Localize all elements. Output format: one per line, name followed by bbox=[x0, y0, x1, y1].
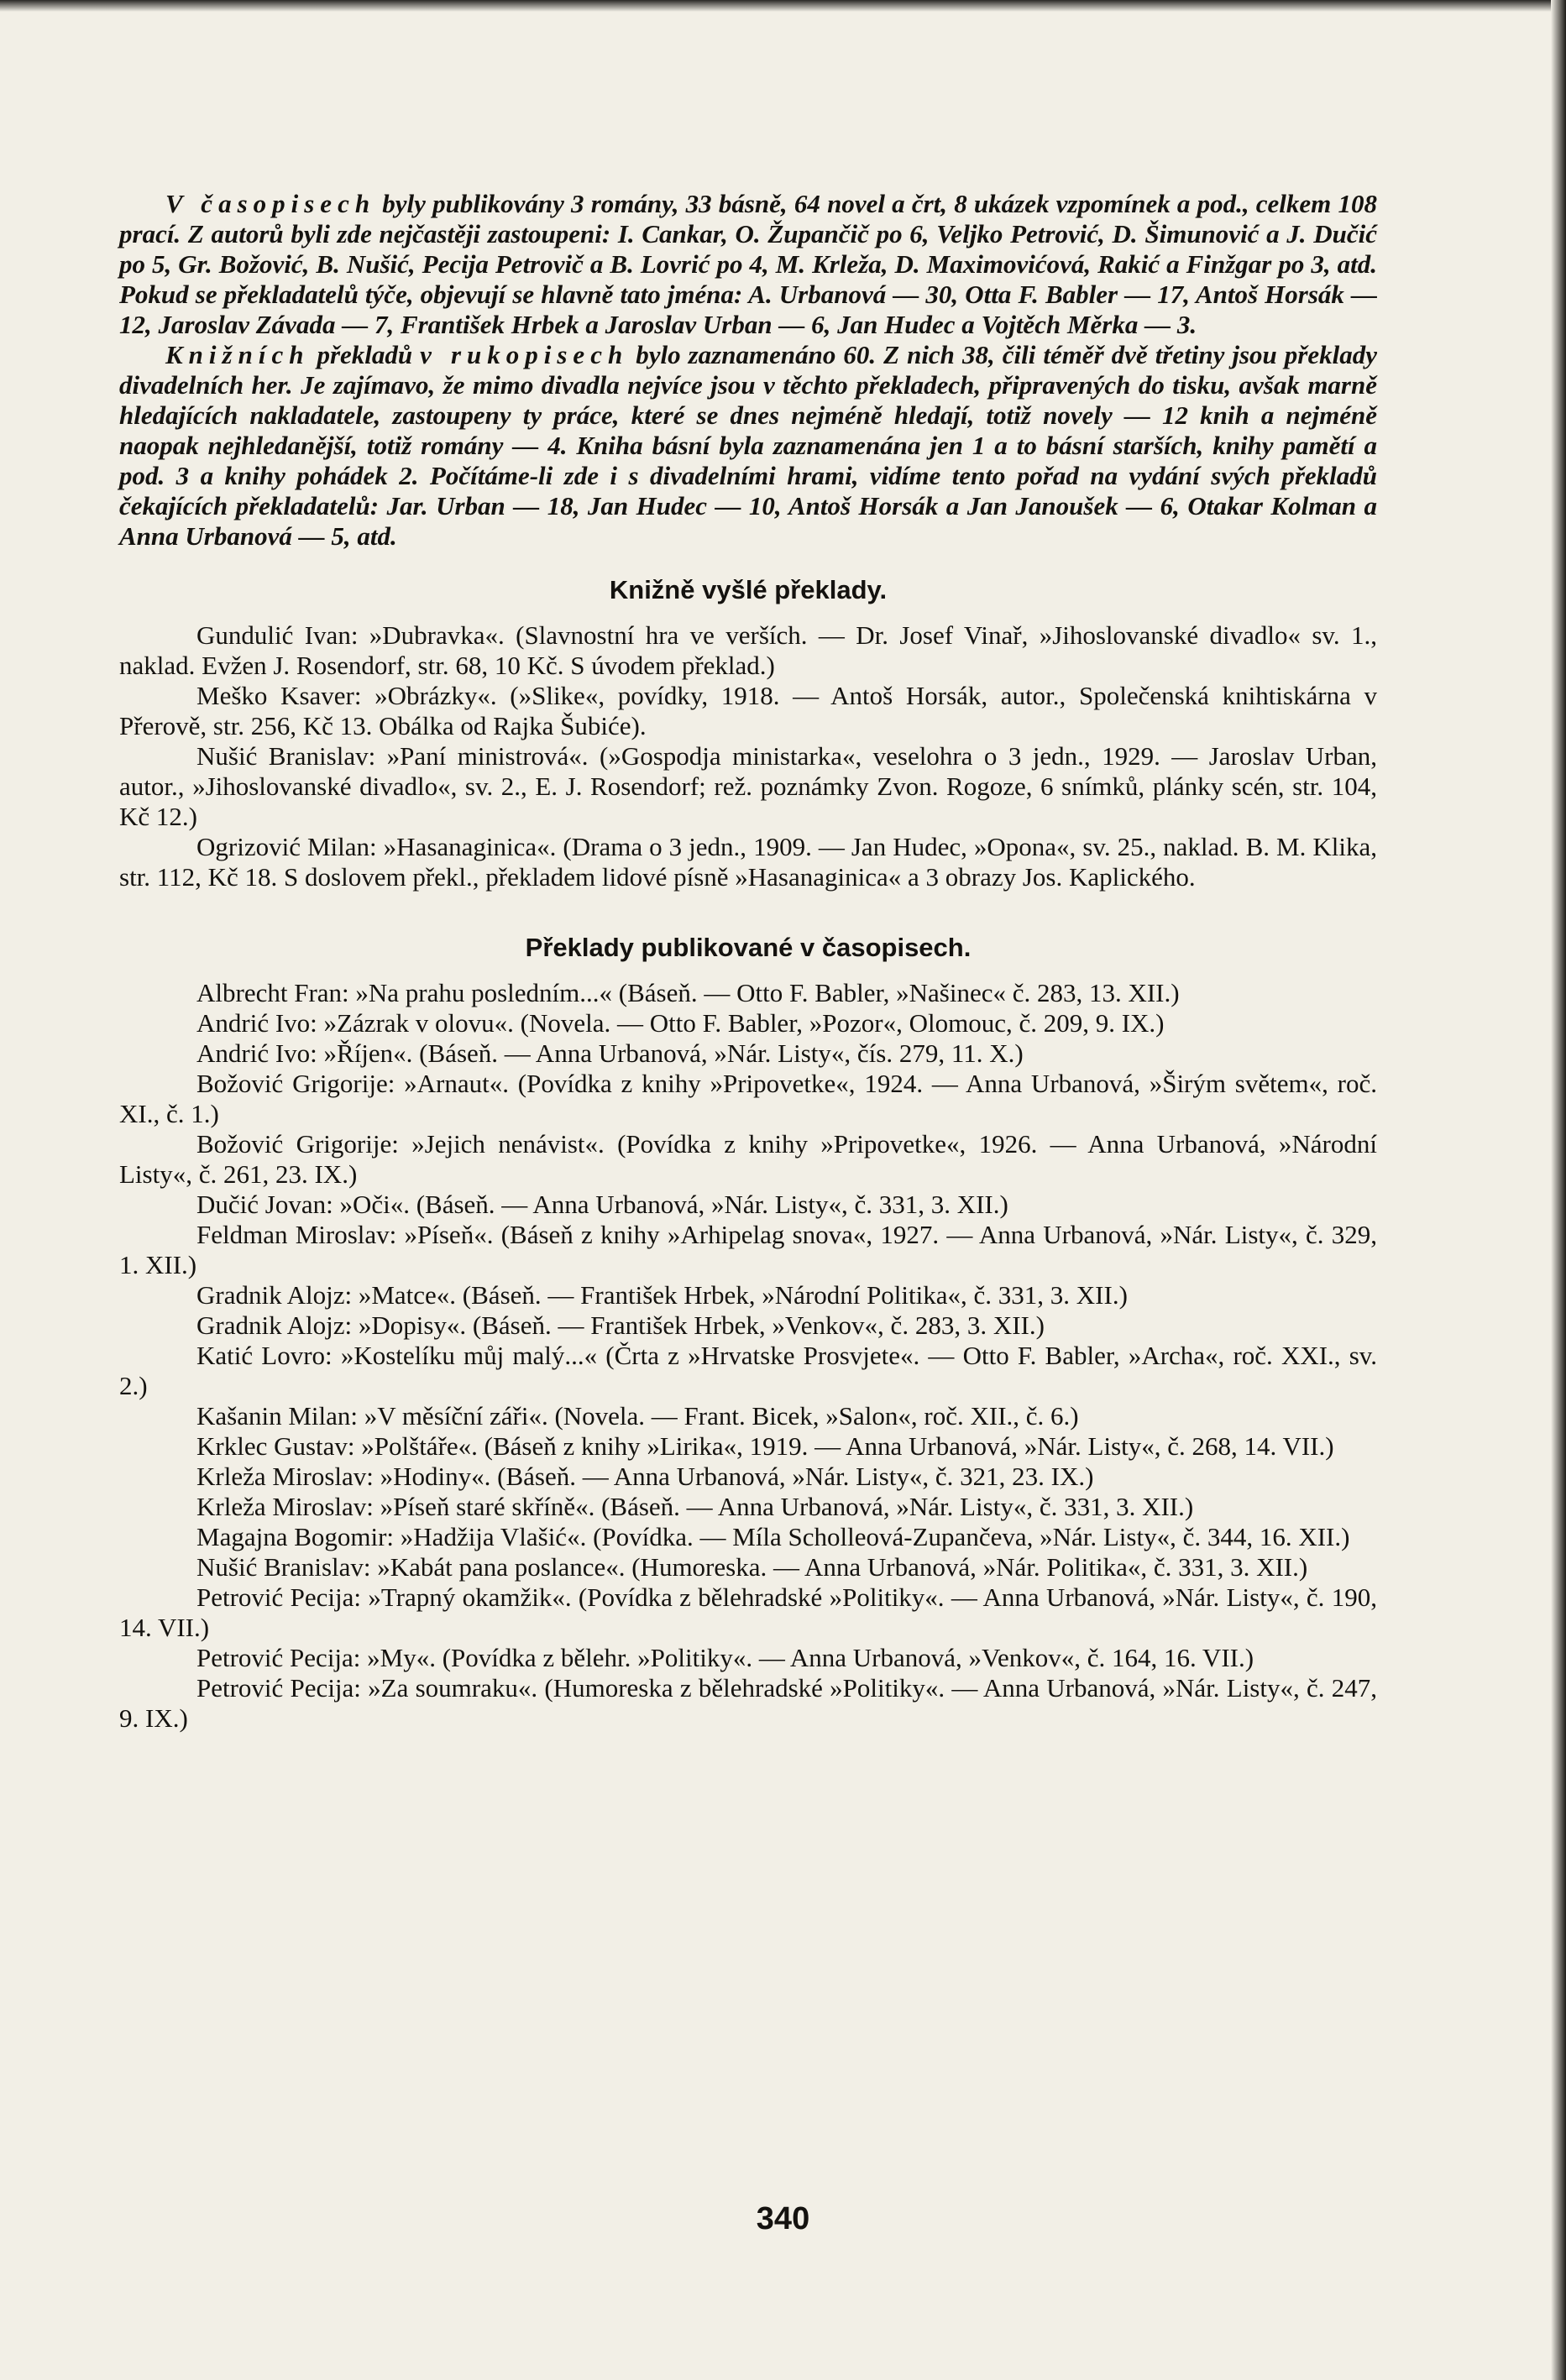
list-item: Meško Ksaver: »Obrázky«. (»Slike«, povídky, 1918. — Antoš Horsák, autor., Společenská knihtiskárna v Přerově, str. 256, Kč 13. Obálka od Rajka Šubiće). bbox=[119, 681, 1377, 740]
list-item: Dučić Jovan: »Oči«. (Báseň. — Anna Urbanová, »Nár. Listy«, č. 331, 3. XII.) bbox=[196, 1190, 1008, 1219]
list-item: Krleža Miroslav: »Píseň staré skříně«. (Báseň. — Anna Urbanová, »Nár. Listy«, č. 331, 3. XII.) bbox=[196, 1492, 1194, 1521]
list-item: Ogrizović Milan: »Hasanaginica«. (Drama o 3 jedn., 1909. — Jan Hudec, »Opona«, sv. 25., naklad. B. M. Klika, str. 112, Kč 18. S doslovem překl., překladem lidové písně »Hasanaginica« a 3 obrazy Jos. Kaplického. bbox=[119, 832, 1377, 892]
list-item: Andrić Ivo: »Zázrak v olovu«. (Novela. — Otto F. Babler, »Pozor«, Olomouc, č. 209, 9. IX.) bbox=[196, 1008, 1165, 1038]
intro-paragraph-1 bbox=[119, 189, 1377, 340]
intro-block bbox=[119, 189, 1377, 552]
list-item: Nušić Branislav: »Paní ministrová«. (»Gospodja ministarka«, veselohra o 3 jedn., 1929. — Jaroslav Urban, autor., »Jihoslovanské divadlo«, sv. 2., E. J. Rosendorf; rež. poznámky Zvon. Rogoze, 6 snímků, plánky scén, str. 104, Kč 12.) bbox=[119, 741, 1377, 831]
manuscripts-mid: překladů bbox=[309, 340, 421, 369]
list-item: Magajna Bogomir: »Hadžija Vlašić«. (Povídka. — Míla Scholleová-Zupančeva, »Nár. Listy«, č. 344, 16. XII.) bbox=[196, 1522, 1350, 1551]
list-item: Andrić Ivo: »Říjen«. (Báseň. — Anna Urbanová, »Nár. Listy«, čís. 279, 11. X.) bbox=[196, 1038, 1024, 1068]
manuscripts-lead-2: v rukopisech bbox=[420, 340, 629, 369]
section-heading-journal-translations: Překlady publikované v časopisech. bbox=[525, 933, 972, 962]
list-item: Božović Grigorije: »Arnaut«. (Povídka z knihy »Pripovetke«, 1924. — Anna Urbanová, »Širým světem«, roč. XI., č. 1.) bbox=[119, 1069, 1377, 1128]
list-item: Petrović Pecija: »Za soumraku«. (Humoreska z bělehradské »Politiky«. — Anna Urbanová, »Nár. Listy«, č. 247, 9. IX.) bbox=[119, 1673, 1377, 1733]
list-item: Petrović Pecija: »My«. (Povídka z bělehr. »Politiky«. — Anna Urbanová, »Venkov«, č. 164, 16. VII.) bbox=[196, 1643, 1254, 1672]
page-number: 340 bbox=[756, 2201, 810, 2236]
list-item: Kašanin Milan: »V měsíční záři«. (Novela. — Frant. Bicek, »Salon«, roč. XII., č. 6.) bbox=[196, 1401, 1079, 1431]
list-item: Petrović Pecija: »Trapný okamžik«. (Povídka z bělehradské »Politiky«. — Anna Urbanová, »Nár. Listy«, č. 190, 14. VII.) bbox=[119, 1582, 1377, 1642]
section-heading-book-translations: Knižně vyšlé překlady. bbox=[609, 575, 888, 604]
list-item: Gundulić Ivan: »Dubravka«. (Slavnostní hra ve verších. — Dr. Josef Vinař, »Jihoslovanské divadlo« sv. 1., naklad. Evžen J. Rosendorf, str. 68, 10 Kč. S úvodem překlad.) bbox=[119, 620, 1377, 680]
book-translations-list bbox=[119, 620, 1377, 892]
page-content bbox=[119, 189, 1377, 1734]
intro-paragraph-2 bbox=[119, 340, 1377, 552]
list-item: Albrecht Fran: »Na prahu posledním...« (Báseň. — Otto F. Babler, »Našinec« č. 283, 13. XII.) bbox=[196, 978, 1180, 1007]
scan-top-edge bbox=[0, 0, 1566, 12]
list-item: Gradnik Alojz: »Dopisy«. (Báseň. — František Hrbek, »Venkov«, č. 283, 3. XII.) bbox=[196, 1310, 1045, 1340]
list-item: Krleža Miroslav: »Hodiny«. (Báseň. — Anna Urbanová, »Nár. Listy«, č. 321, 23. IX.) bbox=[196, 1462, 1094, 1491]
intro-lead: V časopisech bbox=[165, 189, 376, 218]
list-item: Katić Lovro: »Kostelíku můj malý...« (Črta z »Hrvatske Prosvjete«. — Otto F. Babler, »Archa«, roč. XXI., sv. 2.) bbox=[119, 1341, 1377, 1400]
list-item: Gradnik Alojz: »Matce«. (Báseň. — František Hrbek, »Národní Politika«, č. 331, 3. XII.) bbox=[196, 1280, 1128, 1310]
list-item: Krklec Gustav: »Polštáře«. (Báseň z knihy »Lirika«, 1919. — Anna Urbanová, »Nár. Listy«, č. 268, 14. VII.) bbox=[196, 1431, 1334, 1461]
intro-text: byly publikovány 3 romány, 33 básně, 64 novel a črt, 8 ukázek vzpomínek a pod., celkem 108 prací. Z autorů byli zde nejčastěji zastoupeni: I. Cankar, O. Župančič po 6, Veljko Petrović, D. Šimunović a J. Dučić po 5, Gr. Božović, B. Nušić, Pecija Petrovič a B. Lovrić po 4, M. Krleža, D. Maximovićová, Rakić a Finžgar po 3, atd. Pokud se překladatelů týče, objevují se hlavně tato jména: A. Urbanová — 30, Otta F. Babler — 17, Antoš Horsák — 12, Jaroslav Závada — 7, František Hrbek a Jaroslav Urban — 6, Jan Hudec a Vojtěch Měrka — 3. bbox=[119, 189, 1377, 339]
journal-translations-list bbox=[119, 978, 1377, 1734]
list-item: Božović Grigorije: »Jejich nenávist«. (Povídka z knihy »Pripovetke«, 1926. — Anna Urbanová, »Národní Listy«, č. 261, 23. IX.) bbox=[119, 1129, 1377, 1189]
manuscripts-text: bylo zaznamenáno 60. Z nich 38, čili téměř dvě třetiny jsou překlady divadelních her. Je zajímavo, že mimo divadla nejvíce jsou v těchto překladech, připravených do tisku, avšak marně hledajících nakladatele, zastoupeny ty práce, které se dnes nejméně hledají, totiž novely — 12 knih a nejméně naopak nejhledanější, totiž romány — 4. Kniha básní byla zaznamenána jen 1 a to básní starších, knihy pamětí a pod. 3 a knihy pohádek 2. Počítáme-li zde i s divadelními hrami, vidíme tento pořad na vydání svých překladů čekajících překladatelů: Jar. Urban — 18, Jan Hudec — 10, Antoš Horsák a Jan Janoušek — 6, Otakar Kolman a Anna Urbanová — 5, atd. bbox=[119, 340, 1377, 551]
scan-right-edge bbox=[1551, 0, 1566, 2380]
manuscripts-lead-1: Knižních bbox=[165, 340, 310, 369]
list-item: Feldman Miroslav: »Píseň«. (Báseň z knihy »Arhipelag snova«, 1927. — Anna Urbanová, »Nár. Listy«, č. 329, 1. XII.) bbox=[119, 1220, 1377, 1279]
list-item: Nušić Branislav: »Kabát pana poslance«. (Humoreska. — Anna Urbanová, »Nár. Politika«, č. 331, 3. XII.) bbox=[196, 1552, 1308, 1582]
